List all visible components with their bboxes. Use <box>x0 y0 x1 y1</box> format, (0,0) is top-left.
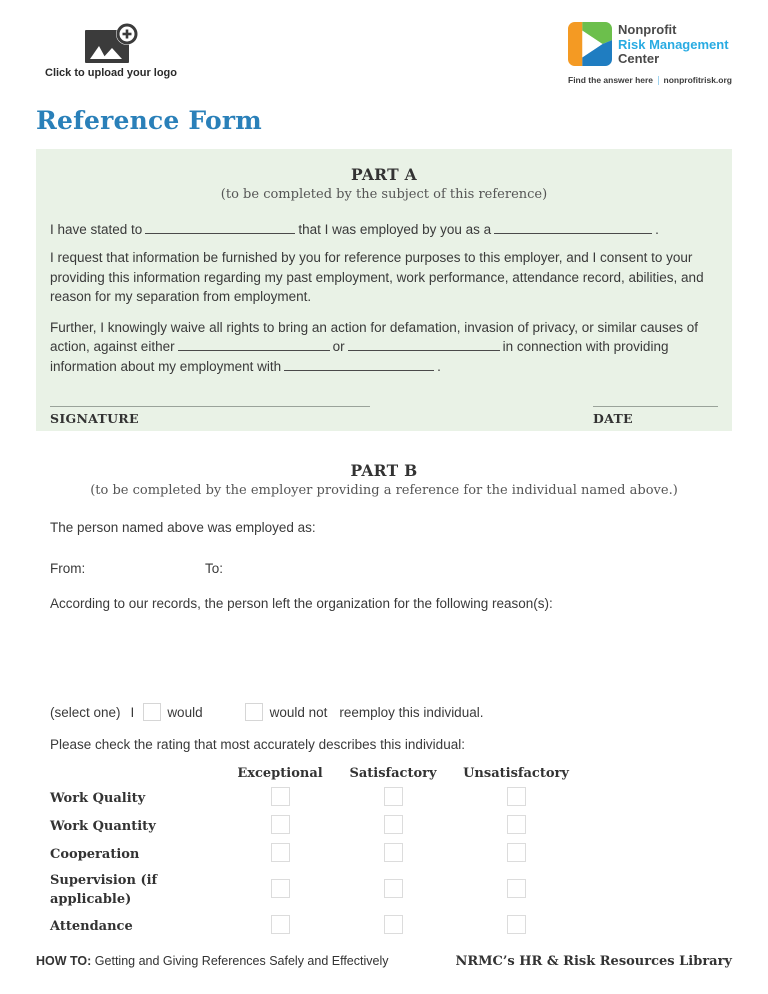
rating-cell <box>448 879 584 901</box>
footer <box>36 954 732 969</box>
rating-checkbox[interactable] <box>271 879 290 898</box>
rating-cell <box>338 815 448 837</box>
rating-checkbox[interactable] <box>507 787 526 806</box>
rating-cell <box>338 915 448 937</box>
rating-grid <box>50 766 718 937</box>
rating-row-label: Cooperation <box>50 846 140 862</box>
rating-cell <box>338 843 448 865</box>
to-label: To: <box>205 561 224 576</box>
rating-checkbox[interactable] <box>384 879 403 898</box>
employed-as-prompt: The person named above was employed as: <box>50 520 316 535</box>
image-upload-icon <box>40 22 182 66</box>
would-label: would <box>167 704 203 720</box>
footer-left-text <box>36 954 388 968</box>
rating-cell <box>222 815 338 837</box>
rating-prompt: Please check the rating that most accurately describes this individual: <box>50 737 465 752</box>
employed-as-blank <box>494 222 652 234</box>
from-to-row <box>50 561 718 576</box>
from-label: From: <box>50 561 86 576</box>
footer-how-to-label: HOW TO: <box>36 954 92 968</box>
against-either-blank <box>178 339 330 351</box>
rating-checkbox[interactable] <box>384 815 403 834</box>
part-a-line1 <box>50 222 718 237</box>
part-a-paragraph-2 <box>50 318 718 377</box>
rating-checkbox[interactable] <box>271 843 290 862</box>
header <box>36 0 732 88</box>
rating-checkbox[interactable] <box>271 815 290 834</box>
line1-end-text: . <box>655 222 659 237</box>
line1-pre-text: I have stated to <box>50 222 143 237</box>
rating-column-unsatisfactory: Unsatisfactory <box>463 766 569 781</box>
rating-column-satisfactory: Satisfactory <box>349 766 437 781</box>
part-a-subheading: (to be completed by the subject of this reference) <box>220 187 548 202</box>
nrmc-logo-mark-icon <box>568 22 612 71</box>
rating-row-label: Attendance <box>50 918 133 934</box>
rating-checkbox[interactable] <box>384 787 403 806</box>
i-label: I <box>130 704 135 720</box>
rating-checkbox[interactable] <box>507 879 526 898</box>
or-blank <box>348 339 500 351</box>
nrmc-name-line3: Center <box>618 51 660 66</box>
rating-cell <box>222 787 338 809</box>
would-not-checkbox[interactable] <box>245 703 263 721</box>
page-title: Reference Form <box>36 106 262 135</box>
stated-to-blank <box>145 222 295 234</box>
nrmc-logo <box>568 22 732 85</box>
rating-row-label: Work Quantity <box>50 818 156 834</box>
signature-field: SIGNATURE <box>50 406 370 426</box>
part-a-section <box>36 149 732 431</box>
para2-mid-text: in connection with providing information about my employment with <box>50 339 669 374</box>
signature-row <box>50 406 718 426</box>
line1-mid-text: that I was employed by you as a <box>298 222 492 237</box>
reemploy-label: reemploy this individual. <box>339 704 484 720</box>
rating-row-label: Supervision (if applicable) <box>50 873 158 907</box>
part-b-subheading: (to be completed by the employer providing a reference for the individual named above.) <box>90 483 678 498</box>
footer-how-to-rest: Getting and Giving References Safely and Effectively <box>91 954 389 968</box>
would-checkbox[interactable] <box>143 703 161 721</box>
part-b-section <box>36 461 732 937</box>
nrmc-tagline-left: Find the answer here <box>568 75 654 85</box>
rating-row-label: Work Quality <box>50 790 146 806</box>
rating-cell <box>338 787 448 809</box>
nrmc-logo-text <box>618 22 729 71</box>
would-not-label: would not <box>269 704 328 720</box>
rating-checkbox[interactable] <box>384 843 403 862</box>
rating-checkbox[interactable] <box>384 915 403 934</box>
rating-checkbox[interactable] <box>507 915 526 934</box>
part-a-heading: PART A <box>351 165 417 184</box>
rating-cell <box>448 787 584 809</box>
rating-cell <box>448 843 584 865</box>
rating-checkbox[interactable] <box>271 787 290 806</box>
reason-prompt: According to our records, the person left the organization for the following reason(s): <box>50 596 553 611</box>
para2-or-text: or <box>332 339 345 354</box>
rating-column-exceptional: Exceptional <box>237 766 323 781</box>
nrmc-tagline <box>568 75 732 85</box>
nrmc-name-line1: Nonprofit <box>618 22 677 37</box>
footer-right-text: NRMC’s HR & Risk Resources Library <box>455 954 732 969</box>
upload-logo-label: Click to upload your logo <box>45 67 177 79</box>
part-a-paragraph-1: I request that information be furnished by you for reference purposes to this employer, and I consent to your providing this information regarding my past employment, work performance, attendance record, abilities, and reason for my separation from employment. <box>50 250 704 304</box>
rating-cell <box>338 879 448 901</box>
select-one-label: (select one) <box>50 704 121 720</box>
reemploy-select-row <box>50 703 718 721</box>
nrmc-tagline-url: nonprofitrisk.org <box>663 75 732 85</box>
rating-cell <box>448 915 584 937</box>
rating-cell <box>222 843 338 865</box>
rating-checkbox[interactable] <box>507 815 526 834</box>
para2-end-text: . <box>437 358 441 374</box>
upload-logo-button[interactable] <box>40 22 182 79</box>
rating-cell <box>222 879 338 901</box>
part-b-heading: PART B <box>350 461 418 480</box>
rating-cell <box>448 815 584 837</box>
employment-with-blank <box>284 359 434 371</box>
rating-cell <box>222 915 338 937</box>
para2-pre-text: Further, I knowingly waive all rights to bring an action for defamation, invasion of privacy, or similar causes of action, against either <box>50 319 699 354</box>
rating-checkbox[interactable] <box>271 915 290 934</box>
rating-checkbox[interactable] <box>507 843 526 862</box>
date-field: DATE <box>593 406 718 426</box>
nrmc-name-line2: Risk Management <box>618 36 729 52</box>
